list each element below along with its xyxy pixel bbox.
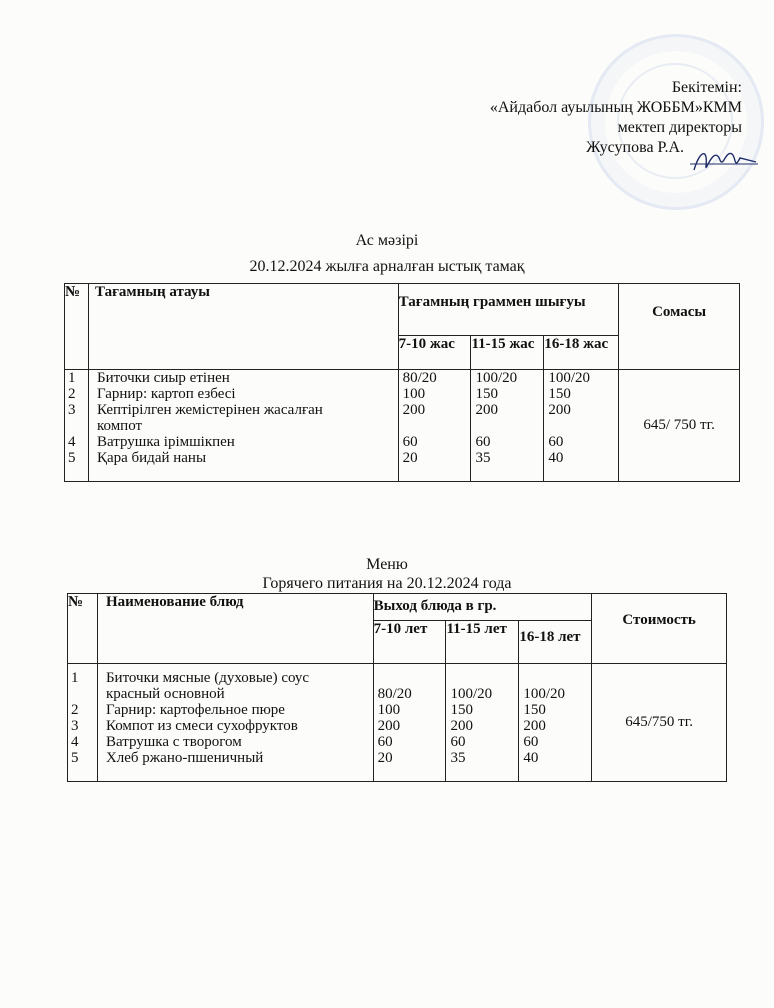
kz-age-7-10-column xyxy=(398,370,471,482)
kz-name-column xyxy=(88,370,398,482)
kz-header-price: Сомасы xyxy=(619,284,740,370)
ru-row-5-b: 35 xyxy=(450,750,466,766)
kz-row-5-c: 40 xyxy=(548,450,564,466)
ru-row-1b-name: красный основной xyxy=(105,686,225,702)
ru-header-age-11-15: 11-15 лет xyxy=(446,621,519,664)
kz-row-3b-c xyxy=(548,418,618,434)
ru-header-price: Стоимость xyxy=(592,594,727,664)
kz-header-output: Тағамның граммен шығуы xyxy=(398,284,619,336)
kz-header-age-11-15: 11-15 жас xyxy=(471,336,544,370)
kz-row-4-num: 4 xyxy=(68,434,76,450)
kz-row-1-name: Биточки сиыр етінен xyxy=(96,370,230,386)
ru-row-1b-b: 100/20 xyxy=(450,686,493,702)
kz-row-2-a: 100 xyxy=(402,386,426,402)
kz-row-4-name: Ватрушка ірімшікпен xyxy=(96,434,235,450)
kz-row-5-num: 5 xyxy=(68,450,76,466)
ru-row-1-name: Биточки мясные (духовые) соус xyxy=(105,670,310,686)
approval-line-3: мектеп директоры xyxy=(617,119,742,136)
kz-menu-table xyxy=(64,283,740,482)
ru-menu-table xyxy=(67,593,727,782)
approval-line-4: Жусупова Р.А. xyxy=(586,139,684,156)
ru-row-5-c: 40 xyxy=(523,750,539,766)
kz-row-3b-b xyxy=(475,418,543,434)
kz-header-num: № xyxy=(65,284,89,370)
ru-row-4-name: Ватрушка с творогом xyxy=(105,734,242,750)
ru-row-3-b: 200 xyxy=(450,718,473,734)
approval-line-1: Бекітемін: xyxy=(671,79,742,96)
ru-row-1-num: 1 xyxy=(71,670,79,686)
kz-row-5-b: 35 xyxy=(475,450,491,466)
kz-row-3-b: 200 xyxy=(475,402,498,418)
kz-row-4-c: 60 xyxy=(548,434,564,450)
kz-row-2-c: 150 xyxy=(548,386,571,402)
ru-row-1-c xyxy=(523,670,591,686)
kz-row-3-name: Кептірілген жемістерінен жасалған xyxy=(96,402,323,418)
ru-age-7-10-column xyxy=(373,664,446,782)
kz-header-age-16-18: 16-18 жас xyxy=(544,336,619,370)
kz-row-2-b: 150 xyxy=(475,386,498,402)
kz-row-3b-num xyxy=(68,418,88,434)
ru-name-column xyxy=(97,664,373,782)
ru-age-11-15-column xyxy=(446,664,519,782)
ru-row-1b-num xyxy=(71,686,97,702)
signature-icon xyxy=(690,140,760,180)
kz-header-age-7-10: 7-10 жас xyxy=(398,336,471,370)
kz-row-1-c: 100/20 xyxy=(548,370,591,386)
ru-row-2-c: 150 xyxy=(523,702,546,718)
ru-header-name: Наименование блюд xyxy=(97,594,373,664)
ru-row-4-num: 4 xyxy=(71,734,79,750)
ru-row-3-c: 200 xyxy=(523,718,546,734)
ru-age-16-18-column xyxy=(519,664,592,782)
kz-age-16-18-column xyxy=(544,370,619,482)
ru-row-3-num: 3 xyxy=(71,718,79,734)
approval-line-2: «Айдабол ауылының ЖОББМ»КММ xyxy=(489,99,742,116)
kz-menu-title: Ас мәзірі xyxy=(355,232,419,249)
ru-row-1b-c: 100/20 xyxy=(523,686,566,702)
ru-row-2-name: Гарнир: картофельное пюре xyxy=(105,702,285,718)
kz-row-3-a: 200 xyxy=(402,402,426,418)
kz-menu-subtitle: 20.12.2024 жылға арналған ыстық тамақ xyxy=(249,258,525,275)
kz-row-1-a: 80/20 xyxy=(402,370,437,386)
ru-row-5-a: 20 xyxy=(377,750,393,766)
ru-price-cell: 645/750 тг. xyxy=(592,664,727,782)
kz-row-5-name: Қара бидай наны xyxy=(96,450,207,466)
kz-row-3b-name: компот xyxy=(96,418,143,434)
ru-header-num: № xyxy=(68,594,98,664)
ru-row-2-a: 100 xyxy=(377,702,401,718)
ru-num-column xyxy=(68,664,98,782)
kz-row-4-a: 60 xyxy=(402,434,418,450)
ru-row-3-name: Компот из смеси сухофруктов xyxy=(105,718,298,734)
ru-row-4-c: 60 xyxy=(523,734,539,750)
ru-header-age-7-10: 7-10 лет xyxy=(373,621,446,664)
ru-row-1b-a: 80/20 xyxy=(377,686,412,702)
kz-row-1-b: 100/20 xyxy=(475,370,518,386)
ru-row-5-num: 5 xyxy=(71,750,79,766)
ru-header-age-16-18: 16-18 лет xyxy=(519,621,592,664)
kz-header-name: Тағамның атауы xyxy=(88,284,398,370)
kz-row-3b-a xyxy=(403,418,471,434)
kz-row-3-c: 200 xyxy=(548,402,571,418)
kz-row-2-name: Гарнир: картоп езбесі xyxy=(96,386,236,402)
ru-row-5-name: Хлеб ржано-пшеничный xyxy=(105,750,264,766)
kz-row-3-num: 3 xyxy=(68,402,76,418)
ru-menu-title: Меню xyxy=(366,556,408,573)
ru-row-4-a: 60 xyxy=(377,734,393,750)
kz-row-1-num: 1 xyxy=(68,370,76,386)
ru-row-1-a xyxy=(378,670,446,686)
ru-row-4-b: 60 xyxy=(450,734,466,750)
kz-row-2-num: 2 xyxy=(68,386,76,402)
kz-age-11-15-column xyxy=(471,370,544,482)
ru-row-1-b xyxy=(450,670,518,686)
kz-row-4-b: 60 xyxy=(475,434,491,450)
kz-price-cell: 645/ 750 тг. xyxy=(619,370,740,482)
ru-row-2-num: 2 xyxy=(71,702,79,718)
ru-row-2-b: 150 xyxy=(450,702,473,718)
ru-menu-subtitle: Горячего питания на 20.12.2024 года xyxy=(262,575,512,592)
ru-row-3-a: 200 xyxy=(377,718,401,734)
kz-row-5-a: 20 xyxy=(402,450,418,466)
kz-num-column xyxy=(65,370,89,482)
ru-header-output: Выход блюда в гр. xyxy=(373,594,592,621)
